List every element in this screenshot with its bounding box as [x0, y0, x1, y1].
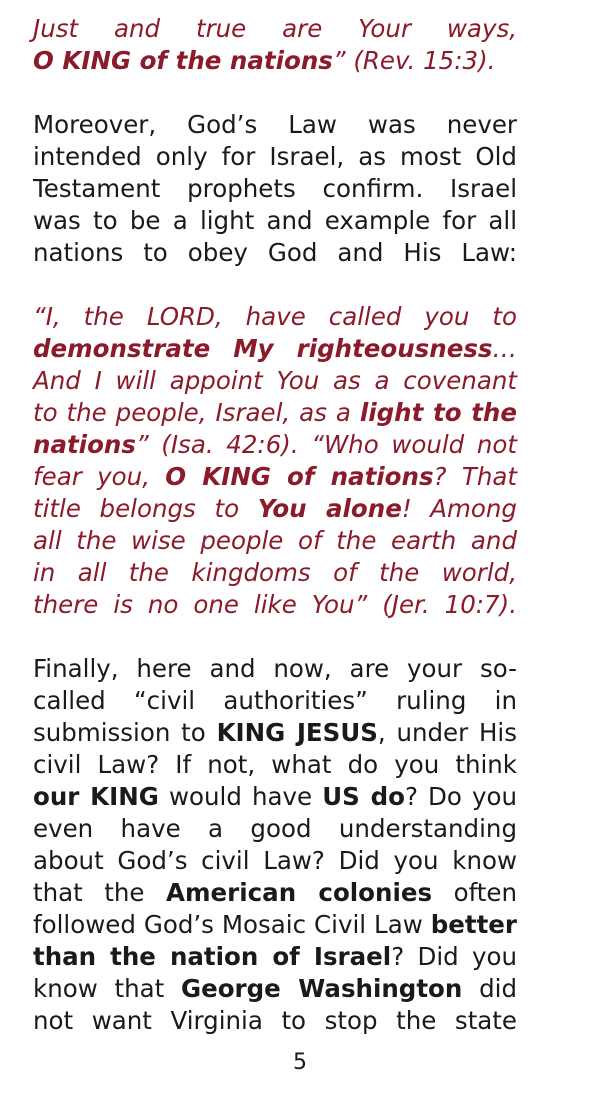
text-run: title belongs to — [33, 494, 258, 523]
text-run: ! Among — [401, 494, 517, 523]
page-number: 5 — [293, 1050, 307, 1075]
text-line — [33, 13, 517, 45]
text-run: ? Did you — [391, 942, 517, 971]
text-run: to the people, Israel, as a — [33, 398, 360, 427]
text-line — [33, 461, 517, 493]
text-line — [33, 813, 517, 845]
text-run: followed God’s Mosaic Civil Law — [33, 910, 431, 939]
text-run: demonstrate My righteousness — [33, 334, 493, 363]
text-line — [33, 845, 517, 877]
text-line — [33, 941, 517, 973]
text-line — [33, 909, 517, 941]
text-line — [33, 141, 517, 173]
text-run: … — [492, 334, 517, 363]
text-run: ? Do you — [404, 782, 517, 811]
text-run: not want Virginia to stop the state — [33, 1006, 517, 1035]
text-run: than the nation of Israel — [33, 942, 392, 971]
text-run: better — [430, 910, 517, 939]
text-run: in all the kingdoms of the world, — [33, 558, 517, 587]
text-line — [33, 973, 517, 1005]
text-run: ” (Isa. 42:6). “Who would not — [135, 430, 517, 459]
text-run: You alone — [257, 494, 402, 523]
text-run: Just and true are Your ways, — [33, 14, 517, 43]
text-line — [33, 429, 517, 461]
text-run: fear you, — [33, 462, 166, 491]
text-run: light to the — [359, 398, 517, 427]
text-run: Moreover, God’s Law was never — [33, 110, 517, 139]
text-run: nations to obey God and His Law: — [33, 238, 517, 267]
text-run: intended only for Israel, as most Old — [33, 142, 517, 171]
text-run: often — [432, 878, 517, 907]
text-run: O KING of nations — [165, 462, 434, 491]
text-line — [33, 781, 517, 813]
text-run: that the — [33, 878, 167, 907]
text-line — [33, 493, 517, 525]
text-run: even have a good understanding — [33, 814, 517, 843]
text-line — [33, 653, 517, 685]
text-line — [33, 557, 517, 589]
text-run: would have — [158, 782, 323, 811]
text-run: Testament prophets confirm. Israel — [33, 174, 517, 203]
text-run: American colonies — [166, 878, 433, 907]
text-run: civil Law? If not, what do you think — [33, 750, 517, 779]
text-run: George Washington — [180, 974, 463, 1003]
text-line — [33, 717, 517, 749]
text-line — [33, 109, 517, 141]
text-run: And I will appoint You as a covenant — [33, 366, 517, 395]
text-run: about God’s civil Law? Did you know — [33, 846, 517, 875]
text-line — [33, 45, 517, 77]
text-run: submission to — [33, 718, 217, 747]
text-line — [33, 525, 517, 557]
text-run: US do — [322, 782, 405, 811]
text-line — [33, 173, 517, 205]
text-run: there is no one like You” (Jer. 10:7). — [33, 590, 517, 619]
text-run: was to be a light and example for all — [33, 206, 517, 235]
text-line — [33, 333, 517, 365]
text-run: nations — [33, 430, 136, 459]
text-run: KING JESUS — [216, 718, 378, 747]
text-run: “I, the LORD, have called you to — [33, 302, 517, 331]
text-run: did — [462, 974, 517, 1003]
text-run: Finally, here and now, are your so- — [33, 654, 517, 683]
text-line — [33, 397, 517, 429]
text-line — [33, 589, 517, 621]
text-line — [33, 205, 517, 237]
text-line — [33, 685, 517, 717]
text-run: ” (Rev. 15:3). — [332, 46, 496, 75]
text-line — [33, 1005, 517, 1037]
text-run: called “civil authorities” ruling in — [33, 686, 517, 715]
text-line — [33, 877, 517, 909]
text-run: know that — [33, 974, 181, 1003]
text-run: ? That — [433, 462, 518, 491]
text-run: all the wise people of the earth and — [33, 526, 517, 555]
text-line — [33, 365, 517, 397]
text-run: our KING — [33, 782, 159, 811]
text-run: O KING of the nations — [33, 46, 333, 75]
text-line — [33, 237, 517, 269]
text-run: , under His — [377, 718, 517, 747]
text-line — [33, 749, 517, 781]
text-line — [33, 301, 517, 333]
